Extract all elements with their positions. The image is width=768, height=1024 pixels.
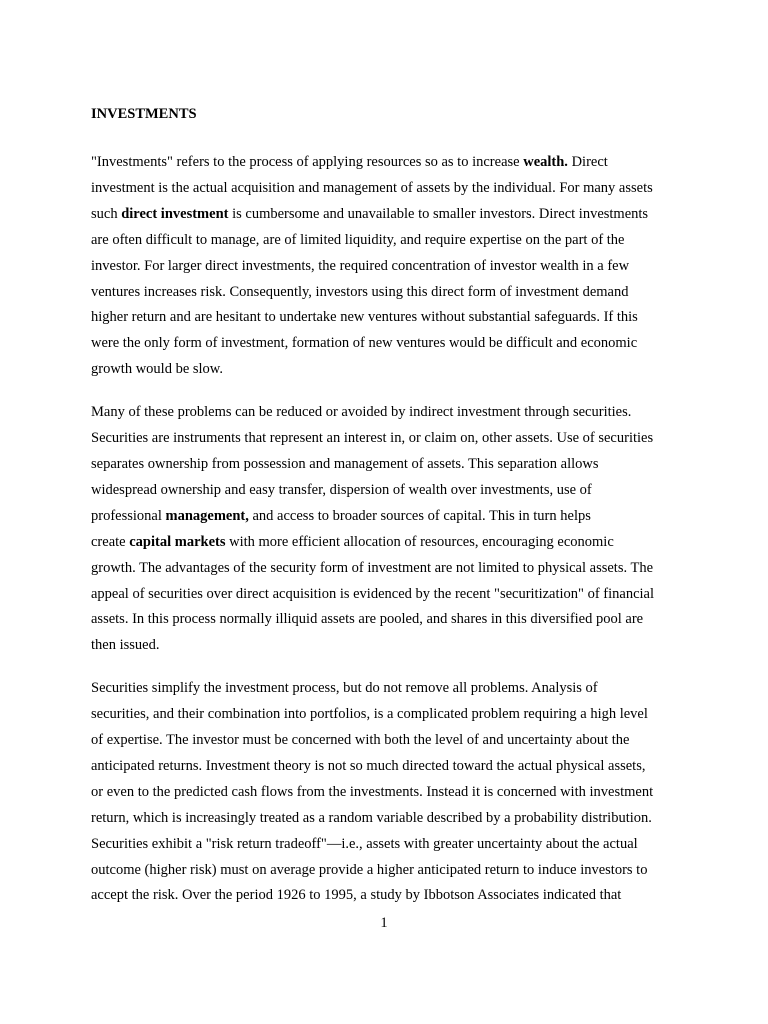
- text-line: [91, 832, 681, 858]
- text-line: [91, 780, 681, 806]
- text-line: [91, 754, 681, 780]
- text-line: [91, 357, 681, 383]
- bold-term: direct investment: [121, 205, 229, 222]
- text-segment: securities, and their combination into portfolios, is a complicated problem requiring a high level: [91, 706, 648, 723]
- text-line: [91, 676, 681, 702]
- paragraph-3: [91, 676, 681, 909]
- text-segment: with more efficient allocation of resources, encouraging economic: [225, 533, 614, 550]
- text-segment: Securities simplify the investment process, but do not remove all problems. Analysis of: [91, 680, 598, 697]
- text-segment: investment is the actual acquisition and management of assets by the individual. For many assets: [91, 179, 653, 196]
- text-segment: anticipated returns. Investment theory is not so much directed toward the actual physical assets,: [91, 757, 646, 774]
- text-segment: investor. For larger direct investments, the required concentration of investor wealth in a few: [91, 257, 630, 274]
- text-line: [91, 858, 681, 884]
- paragraph-2: [91, 400, 681, 659]
- text-segment: is cumbersome and unavailable to smaller investors. Direct investments: [228, 205, 649, 222]
- text-segment: professional: [91, 507, 166, 524]
- text-line: [91, 702, 681, 728]
- text-segment: Direct: [567, 154, 608, 170]
- text-segment: of expertise. The investor must be concerned with both the level of and uncertainty about the: [91, 732, 630, 749]
- text-line: [91, 176, 681, 202]
- text-line: [91, 582, 681, 608]
- bold-term: capital markets: [129, 533, 226, 550]
- text-segment: growth. The advantages of the security form of investment are not limited to physical assets. The: [91, 559, 654, 576]
- text-line: [91, 607, 681, 633]
- text-line: [91, 400, 681, 426]
- text-segment: widespread ownership and easy transfer, dispersion of wealth over investments, use of: [91, 481, 592, 498]
- text-line: [91, 280, 681, 306]
- bold-term: management,: [165, 507, 249, 524]
- paragraph-list: [91, 150, 681, 909]
- text-segment: were the only form of investment, formation of new ventures would be difficult and economic: [91, 335, 638, 352]
- text-segment: Securities are instruments that represent an interest in, or claim on, other assets. Use of securities: [91, 430, 654, 447]
- document-heading: INVESTMENTS: [91, 106, 197, 122]
- text-segment: separates ownership from possession and management of assets. This separation allows: [91, 455, 599, 472]
- text-segment: return, which is increasingly treated as a random variable described by a probability distribution.: [91, 809, 652, 826]
- text-segment: higher return and are hesitant to undertake new ventures without substantial safeguards. If this: [91, 309, 638, 326]
- text-segment: growth would be slow.: [91, 361, 223, 378]
- text-line: [91, 150, 681, 176]
- paragraph-1: [91, 150, 681, 383]
- text-segment: are often difficult to manage, are of limited liquidity, and require expertise on the part of the: [91, 231, 625, 248]
- text-line: [91, 504, 681, 530]
- text-segment: Many of these problems can be reduced or avoided by indirect investment through securities.: [91, 404, 632, 421]
- document-body: [91, 105, 681, 926]
- text-line: [91, 228, 681, 254]
- text-line: [91, 478, 681, 504]
- text-segment: "Investments" refers to the process of applying resources so as to increase: [91, 154, 524, 170]
- page-number: 1: [380, 915, 388, 931]
- text-line: [91, 530, 681, 556]
- text-line: [91, 728, 681, 754]
- text-segment: ventures increases risk. Consequently, investors using this direct form of investment demand: [91, 283, 629, 300]
- text-segment: or even to the predicted cash flows from the investments. Instead it is concerned with investment: [91, 783, 654, 800]
- text-line: [91, 806, 681, 832]
- text-segment: then issued.: [91, 637, 160, 654]
- text-segment: Securities exhibit a "risk return tradeoff"—i.e., assets with greater uncertainty about the actual: [91, 835, 638, 852]
- text-segment: outcome (higher risk) must on average provide a higher anticipated return to induce investors to: [91, 861, 648, 878]
- text-line: [91, 452, 681, 478]
- text-segment: assets. In this process normally illiquid assets are pooled, and shares in this diversified pool are: [91, 611, 644, 628]
- text-line: [91, 331, 681, 357]
- text-segment: such: [91, 205, 122, 222]
- bold-term: wealth.: [523, 154, 568, 170]
- text-line: [91, 883, 681, 909]
- text-line: [91, 305, 681, 331]
- text-segment: and access to broader sources of capital. This in turn helps: [248, 507, 591, 524]
- text-segment: create: [91, 533, 130, 550]
- text-line: [91, 426, 681, 452]
- text-line: [91, 556, 681, 582]
- text-line: [91, 202, 681, 228]
- text-line: [91, 254, 681, 280]
- text-segment: accept the risk. Over the period 1926 to 1995, a study by Ibbotson Associates indicated that: [91, 887, 622, 904]
- text-line: [91, 633, 681, 659]
- text-segment: appeal of securities over direct acquisition is evidenced by the recent "securitization" of financial: [91, 585, 655, 602]
